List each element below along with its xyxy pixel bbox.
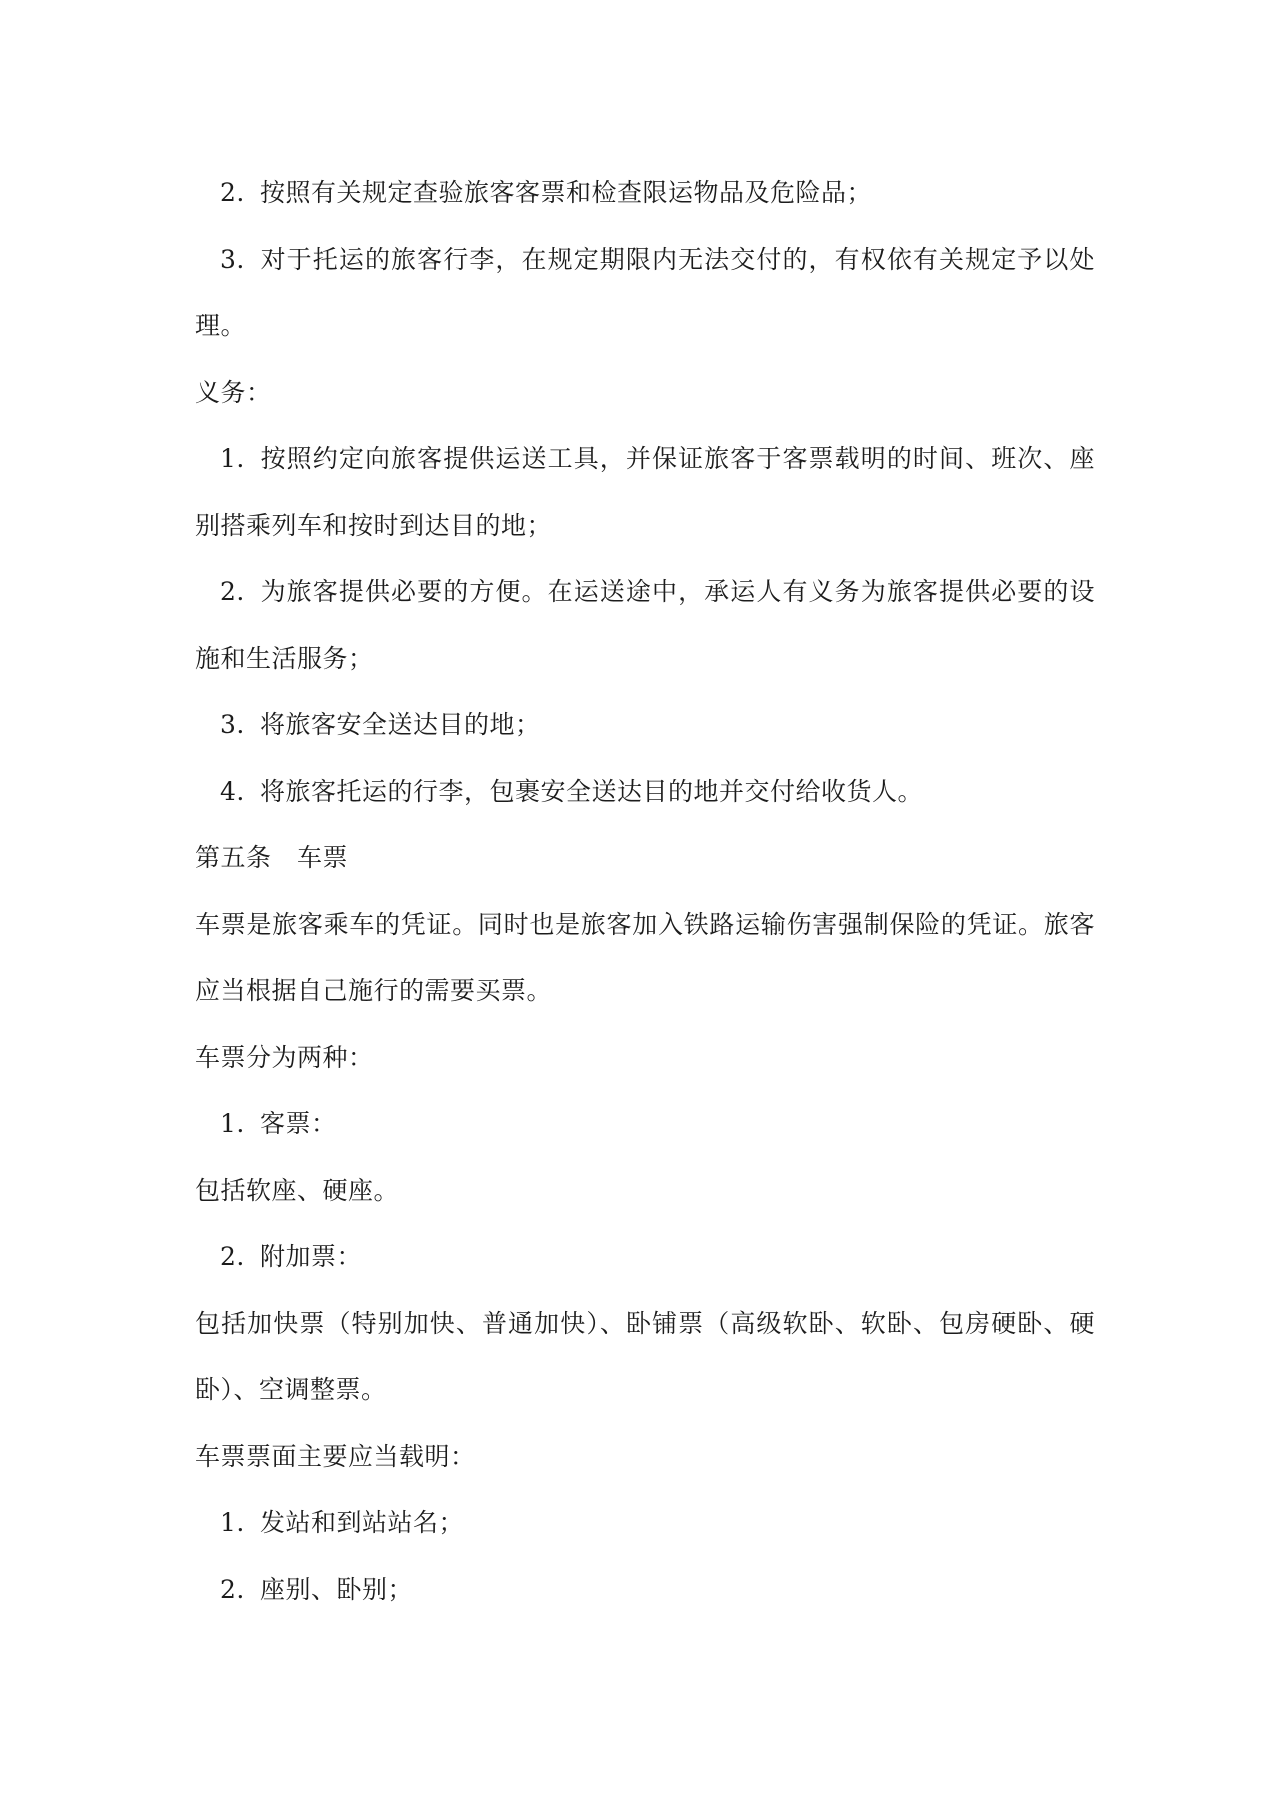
list-item (195, 692, 1095, 759)
paragraph: 车票分为两种： (195, 1042, 374, 1072)
list-item (195, 1490, 1095, 1557)
list-item-text: 按照有关规定查验旅客客票和检查限运物品及危险品； (260, 178, 873, 207)
paragraph: 包括加快票（特别加快、普通加快）、卧铺票（高级软卧、软卧、包房硬卧、硬卧）、空调整票。 (195, 1308, 1095, 1404)
list-number: 2. (220, 1242, 245, 1271)
list-item (195, 426, 1095, 559)
list-item-text: 将旅客托运的行李，包裹安全送达目的地并交付给收货人。 (260, 776, 924, 806)
list-item (195, 227, 1095, 360)
list-number: 2. (220, 1574, 245, 1604)
list-number: 1. (220, 1109, 245, 1138)
paragraph: 包括软座、硬座。 (195, 1175, 400, 1205)
list-number: 1. (220, 1508, 245, 1537)
article-heading: 第五条 车票 (195, 843, 349, 872)
list-item-text: 附加票： (260, 1242, 363, 1271)
list-item-text: 对于托运的旅客行李，在规定期限内无法交付的，有权依有关规定予以处理。 (195, 244, 1095, 340)
list-number: 3. (220, 710, 245, 739)
list-item-text: 为旅客提供必要的方便。在运送途中，承运人有义务为旅客提供必要的设施和生活服务； (195, 577, 1095, 673)
list-item (195, 759, 1095, 826)
section-label: 义务： (195, 377, 272, 407)
list-item-text: 按照约定向旅客提供运送工具，并保证旅客于客票载明的时间、班次、座别搭乘列车和按时到达目的地； (195, 444, 1095, 540)
list-number: 3. (220, 244, 245, 274)
list-item (195, 1091, 1095, 1158)
list-number: 2. (220, 178, 245, 207)
list-item-text: 将旅客安全送达目的地； (260, 710, 541, 739)
paragraph: 车票是旅客乘车的凭证。同时也是旅客加入铁路运输伤害强制保险的凭证。旅客应当根据自己施行的需要买票。 (195, 909, 1095, 1005)
list-item (195, 160, 1095, 227)
list-item (195, 559, 1095, 692)
list-item (195, 1224, 1095, 1291)
list-number: 2. (220, 577, 245, 606)
list-item-text: 客票： (260, 1109, 337, 1138)
list-number: 4. (220, 776, 245, 806)
list-item (195, 1557, 1095, 1624)
list-number: 1. (220, 444, 245, 473)
list-item-text: 发站和到站站名； (260, 1508, 465, 1537)
paragraph: 车票票面主要应当载明： (195, 1441, 476, 1471)
document-body (195, 160, 1095, 1623)
list-item-text: 座别、卧别； (260, 1574, 414, 1604)
